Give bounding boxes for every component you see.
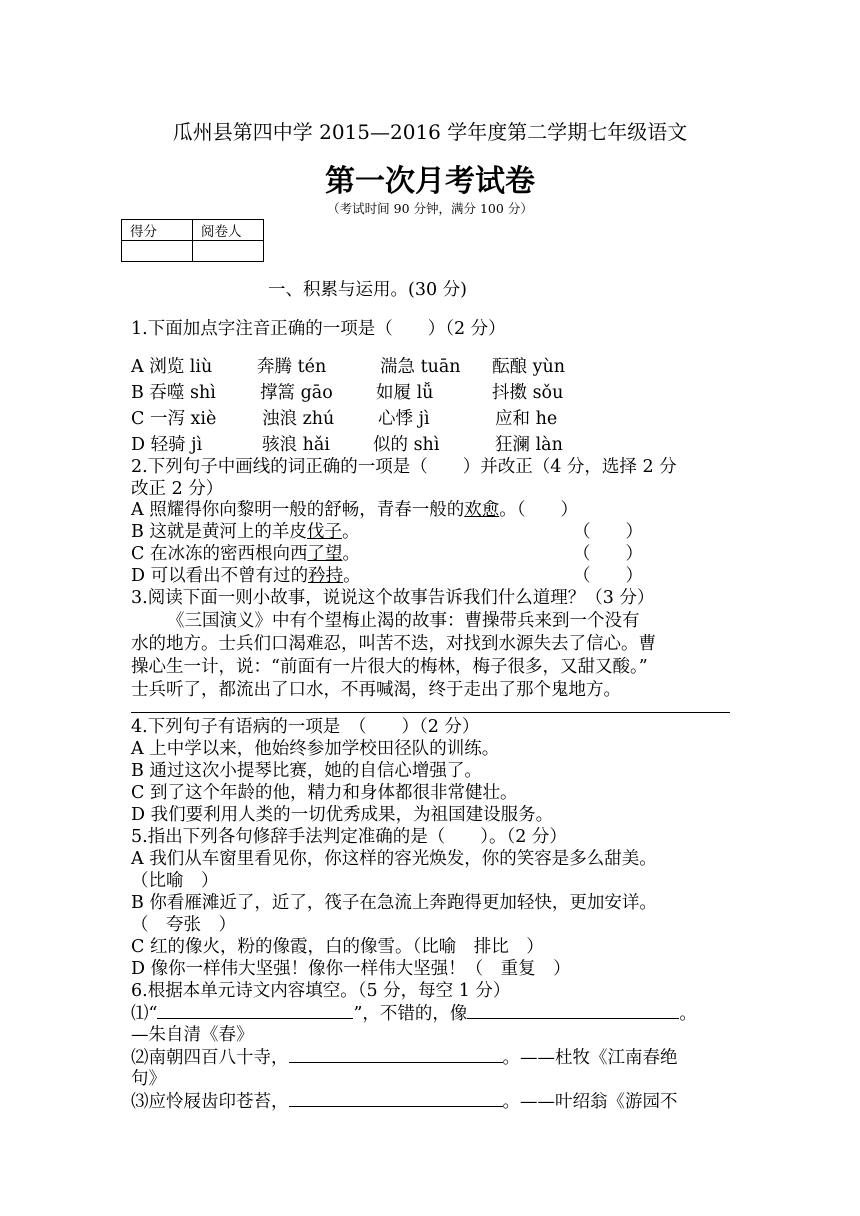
page-title: 第一次月考试卷	[325, 164, 535, 199]
q2-option-d	[131, 565, 361, 587]
q4-option-d: D 我们要利用人类的一切优秀成果，为祖国建设服务。	[131, 805, 554, 825]
q1-b2: 撑篙 gāo	[260, 383, 333, 403]
q2-stem: 2.下列句子中画线的词正确的一项是（ ）并改正（4 分，选择 2 分	[131, 457, 677, 477]
q2-d-word: 矜持	[308, 566, 344, 586]
q2-option-c	[131, 543, 360, 565]
q1-a2: 奔腾 tén	[257, 357, 327, 377]
q6-item-1	[131, 1002, 697, 1025]
q1-a3: 湍急 tuān	[380, 357, 461, 377]
grader-cell	[193, 241, 264, 262]
q5-option-a: A 我们从车窗里看见你，你这样的容光焕发，你的笑容是多么甜美。	[131, 849, 657, 869]
q4-option-b: B 通过这次小提琴比赛，她的自信心增强了。	[131, 761, 482, 781]
q3-passage-3: 操心生一计，说：“前面有一片很大的梅林，梅子很多，又甜又酸。”	[131, 657, 648, 677]
q5-option-b: B 你看雁滩近了，近了，筏子在急流上奔跑得更加轻快，更加安详。	[131, 893, 657, 913]
q2-b-end: 。	[341, 522, 360, 542]
q6-stem: 6.根据本单元诗文内容填空。（5 分，每空 1 分）	[131, 981, 511, 1001]
q2-d-text: D 可以看出不曾有过的	[131, 566, 309, 586]
q2-c-text: C 在冰冻的密西根向西	[131, 544, 308, 564]
q1-c1: C 一泻 xiè	[131, 409, 217, 429]
q2-c-paren: （ ）	[573, 544, 643, 564]
q3-answer-line[interactable]	[131, 712, 730, 713]
q2-a-text: A 照耀得你向黎明一般的舒畅，青春一般的	[131, 500, 465, 520]
q1-b3: 如履 lǚ	[376, 383, 434, 403]
q1-c3: 心悸 jì	[378, 409, 430, 429]
q2-option-b	[131, 521, 359, 543]
q2-b-text: B 这就是黄河上的羊皮	[131, 522, 307, 542]
q6-1-open: ⑴“	[131, 1004, 158, 1024]
q6-item-2	[131, 1046, 678, 1069]
q6-1-mid: ”，不错的，像	[353, 1004, 468, 1024]
q4-option-a: A 上中学以来，他始终参加学校田径队的训练。	[131, 739, 500, 759]
q3-passage-1: 《三国演义》中有个望梅止渴的故事：曹操带兵来到一个没有	[167, 611, 640, 631]
q5-stem: 5.指出下列各句修辞手法判定准确的是（ ）。（2 分）	[131, 827, 567, 847]
score-table	[121, 219, 264, 262]
score-label: 得分	[122, 220, 193, 241]
q2-c-end: 。	[342, 544, 360, 564]
q3-passage-2: 水的地方。士兵们口渴难忍，叫苦不迭，对找到水源失去了信心。曹	[131, 634, 656, 654]
exam-subtitle: （考试时间 90 分钟，满分 100 分）	[327, 201, 533, 216]
q3-passage-4: 士兵听了，都流出了口水，不再喊渴，终于走出了那个鬼地方。	[131, 680, 621, 700]
q6-item-2-source: 句》	[131, 1069, 166, 1089]
q1-a4: 酝酿 yùn	[492, 357, 565, 377]
score-cell	[122, 241, 193, 262]
q1-d4: 狂澜 làn	[495, 435, 563, 455]
q1-d3: 似的 shì	[373, 435, 440, 455]
q6-blank-2[interactable]	[467, 1002, 679, 1019]
q6-2-text: ⑵南朝四百八十寺，	[131, 1048, 289, 1068]
q3-stem: 3.阅读下面一则小故事，说说这个故事告诉我们什么道理？（3 分）	[131, 588, 655, 608]
q5-option-a-tag: （比喻 ）	[131, 871, 219, 891]
q2-option-a	[131, 499, 578, 521]
q6-1-end: 。	[679, 1004, 697, 1024]
q6-blank-3[interactable]	[289, 1046, 503, 1063]
q1-b4: 抖擞 sǒu	[492, 383, 564, 403]
q6-item-3	[131, 1090, 678, 1113]
q6-blank-4[interactable]	[289, 1090, 503, 1107]
q1-c4: 应和 he	[495, 409, 558, 429]
q4-stem: 4.下列句子有语病的一项是 （ ）（2 分）	[131, 717, 480, 737]
school-line: 瓜州县第四中学 2015—2016 学年度第二学期七年级语文	[172, 120, 688, 144]
q6-2-source: 。——杜牧《江南春绝	[502, 1048, 678, 1068]
q6-3-text: ⑶应怜屐齿印苍苔，	[131, 1092, 289, 1112]
section-heading: 一、积累与运用。(30 分)	[268, 280, 467, 300]
q1-d2: 骇浪 hǎi	[262, 435, 330, 455]
q2-a-word: 欢愈	[464, 500, 500, 520]
q6-item-1-source: —朱自清《春》	[131, 1025, 254, 1045]
grader-label: 阅卷人	[193, 220, 264, 241]
q2-d-end: 。	[343, 566, 361, 586]
q6-3-source: 。——叶绍翁《游园不	[502, 1092, 678, 1112]
q1-a1: A 浏览 liù	[131, 357, 213, 377]
q1-stem: 1.下面加点字注音正确的一项是（ ）（2 分）	[131, 319, 506, 339]
q2-b-paren: （ ）	[573, 522, 643, 542]
q1-b1: B 吞噬 shì	[131, 383, 216, 403]
q5-option-b-tag: （ 夸张 ）	[131, 915, 236, 935]
q2-stem-cont: 改正 2 分）	[131, 479, 224, 499]
q1-c2: 浊浪 zhú	[262, 409, 335, 429]
q2-d-paren: （ ）	[573, 566, 643, 586]
q2-c-word: 了望	[307, 544, 343, 564]
q5-option-c: C 红的像火，粉的像霞，白的像雪。（比喻 排比 ）	[131, 937, 544, 957]
q6-blank-1[interactable]	[157, 1002, 353, 1019]
q2-a-paren: 。（ ）	[499, 500, 578, 520]
q4-option-c: C 到了这个年龄的他，精力和身体都很非常健壮。	[131, 783, 518, 803]
q1-d1: D 轻骑 jì	[131, 435, 203, 455]
q5-option-d: D 像你一样伟大坚强！像你一样伟大坚强！（ 重复 ）	[131, 959, 571, 979]
q2-b-word: 伐子	[306, 522, 342, 542]
